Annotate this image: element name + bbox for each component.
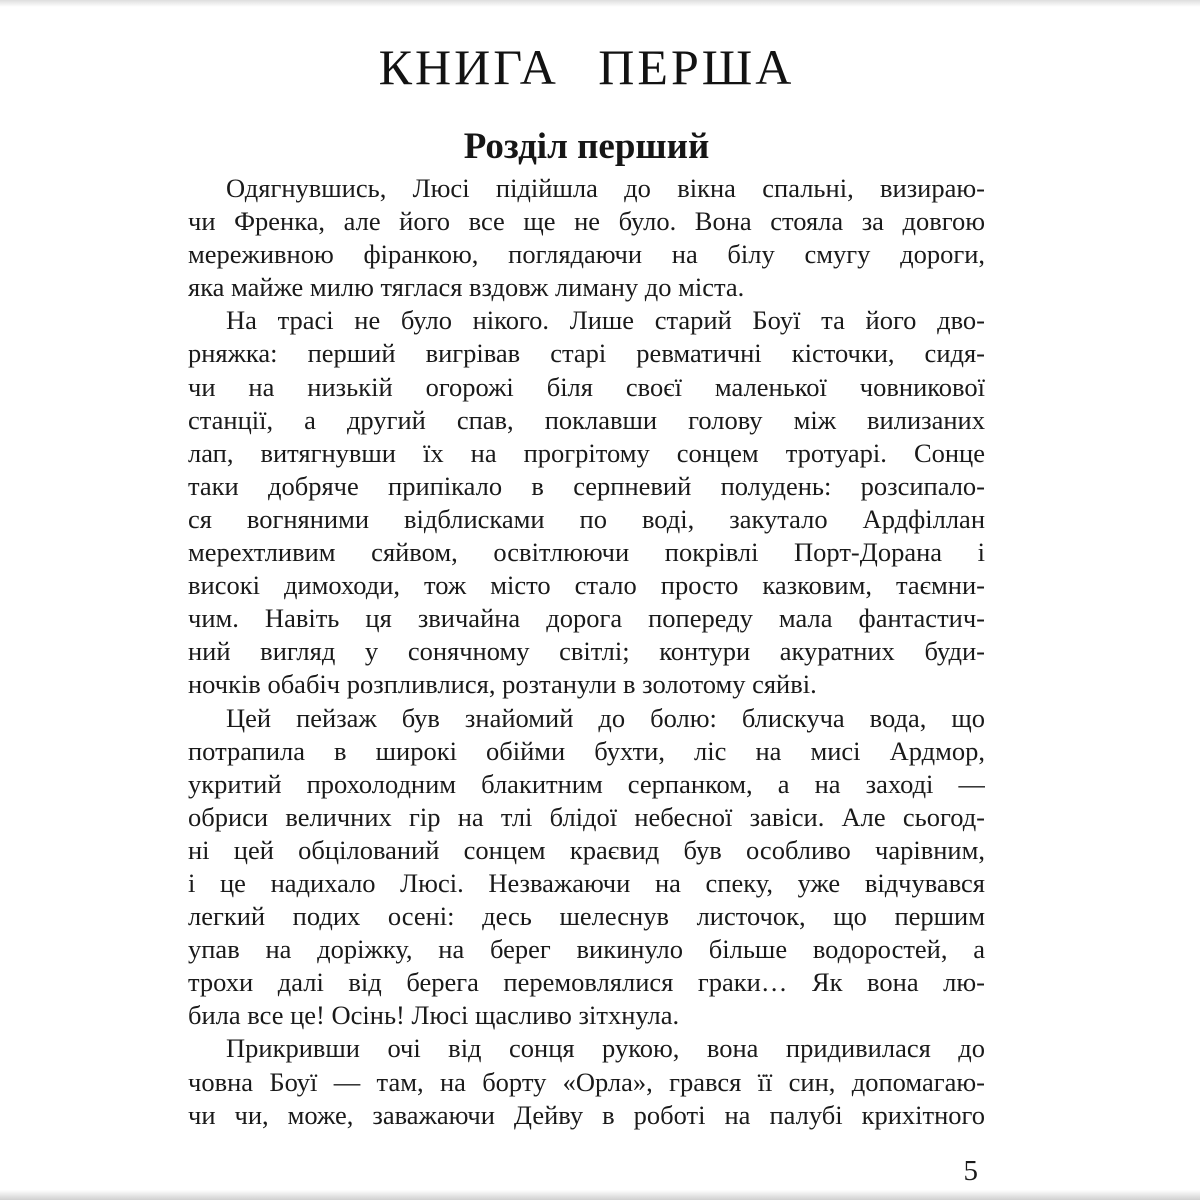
text-line: чи чи, може, заважаючи Дейву в роботі на палубі крихітного: [188, 1099, 985, 1130]
text-line: чим. Навіть ця звичайна дорога попереду мала фантастич-: [188, 603, 985, 634]
text-line: била все це! Осінь! Люсі щасливо зітхнула.: [188, 1000, 680, 1031]
text-line: високі димоходи, тож місто стало просто казковим, таємни-: [188, 570, 985, 601]
text-line: ні цей обцілований сонцем краєвид був особливо чарівним,: [188, 834, 985, 865]
text-line: чи на низькій огорожі біля своєї маленької човникової: [188, 371, 985, 402]
text-line: мерехтливим сяйвом, освітлюючи покрівлі Порт-Дорана і: [188, 537, 985, 568]
text-line: обриси величних гір на тлі блідої небесної завіси. Але сьогод-: [188, 801, 985, 832]
page-number: 5: [963, 1155, 978, 1187]
body-text: [188, 172, 985, 1132]
chapter-title: Розділ перший: [463, 125, 710, 167]
text-line: потрапила в широкі обійми бухти, ліс на мисі Ардмор,: [188, 735, 985, 766]
text-line: мереживною фіранкою, поглядаючи на білу смугу дороги,: [188, 239, 985, 270]
text-line: лап, витягнувши їх на прогрітому сонцем тротуарі. Сонце: [188, 437, 985, 468]
text-line: ний вигляд у сонячному світлі; контури акуратних буди-: [188, 636, 985, 667]
text-line: На трасі не було нікого. Лише старий Боуї та його дво-: [226, 305, 985, 336]
paragraph: [188, 172, 985, 304]
text-line: ся вогняними відблисками по воді, закутало Ардфіллан: [188, 503, 985, 534]
paragraph: [188, 1032, 985, 1131]
text-line: Цей пейзаж був знайомий до болю: блискуча вода, що: [226, 702, 985, 733]
text-line: яка майже милю тяглася вздовж лиману до міста.: [188, 272, 745, 303]
text-line: легкий подих осені: десь шелеснув листочок, що першим: [188, 901, 985, 932]
book-title: КНИГА ПЕРША: [378, 38, 795, 95]
text-line: і це надихало Люсі. Незважаючи на спеку, уже відчувався: [188, 867, 985, 898]
text-line: укритий прохолодним блакитним серпанком, а на заході —: [188, 768, 985, 799]
text-line: ночків обабіч розпливлися, розтанули в золотому сяйві.: [188, 669, 817, 700]
text-line: упав на доріжку, на берег викинуло більше водоростей, а: [188, 934, 985, 965]
text-line: човна Боуї — там, на борту «Орла», грався її син, допомагаю-: [188, 1066, 985, 1097]
text-line: Одягнувшись, Люсі підійшла до вікна спальні, визираю-: [226, 173, 985, 203]
text-line: рняжка: перший вигрівав старі ревматичні кісточки, сидя-: [188, 338, 985, 369]
text-line: чи Френка, але його все ще не було. Вона стояла за довгою: [188, 206, 985, 237]
scan-artifact-top: [0, 0, 1200, 7]
text-line: трохи далі від берега перемовлялися граки… Як вона лю-: [188, 967, 985, 998]
paragraph: [188, 702, 985, 1033]
text-line: Прикривши очі від сонця рукою, вона придивилася до: [226, 1033, 985, 1064]
paragraph: [188, 304, 985, 701]
scan-artifact-bottom: [0, 1190, 1200, 1200]
text-line: станції, а другий спав, поклавши голову між вилизаних: [188, 404, 985, 435]
text-line: таки добряче припікало в серпневий полудень: розсипало-: [188, 470, 985, 501]
